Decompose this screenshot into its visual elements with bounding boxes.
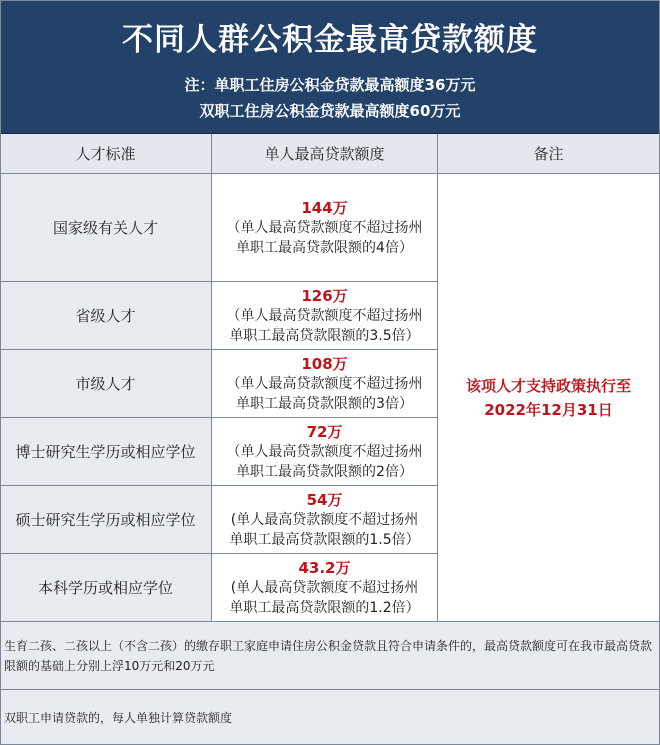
table-row-category: 本科学历或相应学位 [0,554,212,622]
table-row-amount-cell [212,350,438,418]
amount-detail: （单人最高贷款额度不超过扬州 [226,443,423,460]
amount-detail: (单人最高贷款额度不超过扬州 [230,579,419,596]
amount-detail: （单人最高贷款额度不超过扬州 [226,307,423,324]
column-header-remark: 备注 [438,134,660,174]
amount-value: 144万 [301,198,348,217]
amount-detail: （单人最高贷款额度不超过扬州 [226,219,423,236]
amount-detail: 单职工最高贷款限额的3倍） [236,395,413,412]
column-header-max-loan: 单人最高贷款额度 [212,134,438,174]
table-row-amount-cell [212,282,438,350]
table-row-amount-cell [212,486,438,554]
amount-detail: 单职工最高贷款限额的3.5倍） [229,327,420,344]
amount-detail: 单职工最高贷款限额的1.2倍） [229,599,420,616]
table-row-category: 国家级有关人才 [0,174,212,282]
amount-value: 126万 [301,286,348,305]
amount-detail: （单人最高贷款额度不超过扬州 [226,375,423,392]
table-row-amount-cell [212,554,438,622]
footer-note-second-child: 生育二孩、二孩以上（不含二孩）的缴存职工家庭申请住房公积金贷款且符合申请条件的，最高贷款额度可在我市最高贷款限额的基础上分别上浮10万元和20万元 [0,622,660,690]
table-row-category: 市级人才 [0,350,212,418]
header-banner [0,0,660,134]
note-single-worker: 注：单职工住房公积金贷款最高额度36万元 [184,76,476,94]
amount-value: 108万 [301,354,348,373]
table-row-category: 硕士研究生学历或相应学位 [0,486,212,554]
table-row-amount-cell [212,174,438,282]
amount-detail: (单人最高贷款额度不超过扬州 [230,511,419,528]
table-row-amount-cell [212,418,438,486]
amount-value: 72万 [306,422,343,441]
amount-detail: 单职工最高贷款限额的4倍） [236,239,413,256]
note-dual-worker: 双职工住房公积金贷款最高额度60万元 [199,102,461,120]
policy-remark: 该项人才支持政策执行至2022年12月31日 [438,174,660,622]
page-title: 不同人群公积金最高贷款额度 [122,22,538,58]
footer-note-dual-worker: 双职工申请贷款的，每人单独计算贷款额度 [0,690,660,745]
amount-detail: 单职工最高贷款限额的2倍） [236,463,413,480]
table-row-category: 省级人才 [0,282,212,350]
amount-detail: 单职工最高贷款限额的1.5倍） [229,531,420,548]
table-row-category: 博士研究生学历或相应学位 [0,418,212,486]
amount-value: 54万 [306,490,343,509]
amount-value: 43.2万 [298,558,351,577]
column-header-talent-standard: 人才标准 [0,134,212,174]
